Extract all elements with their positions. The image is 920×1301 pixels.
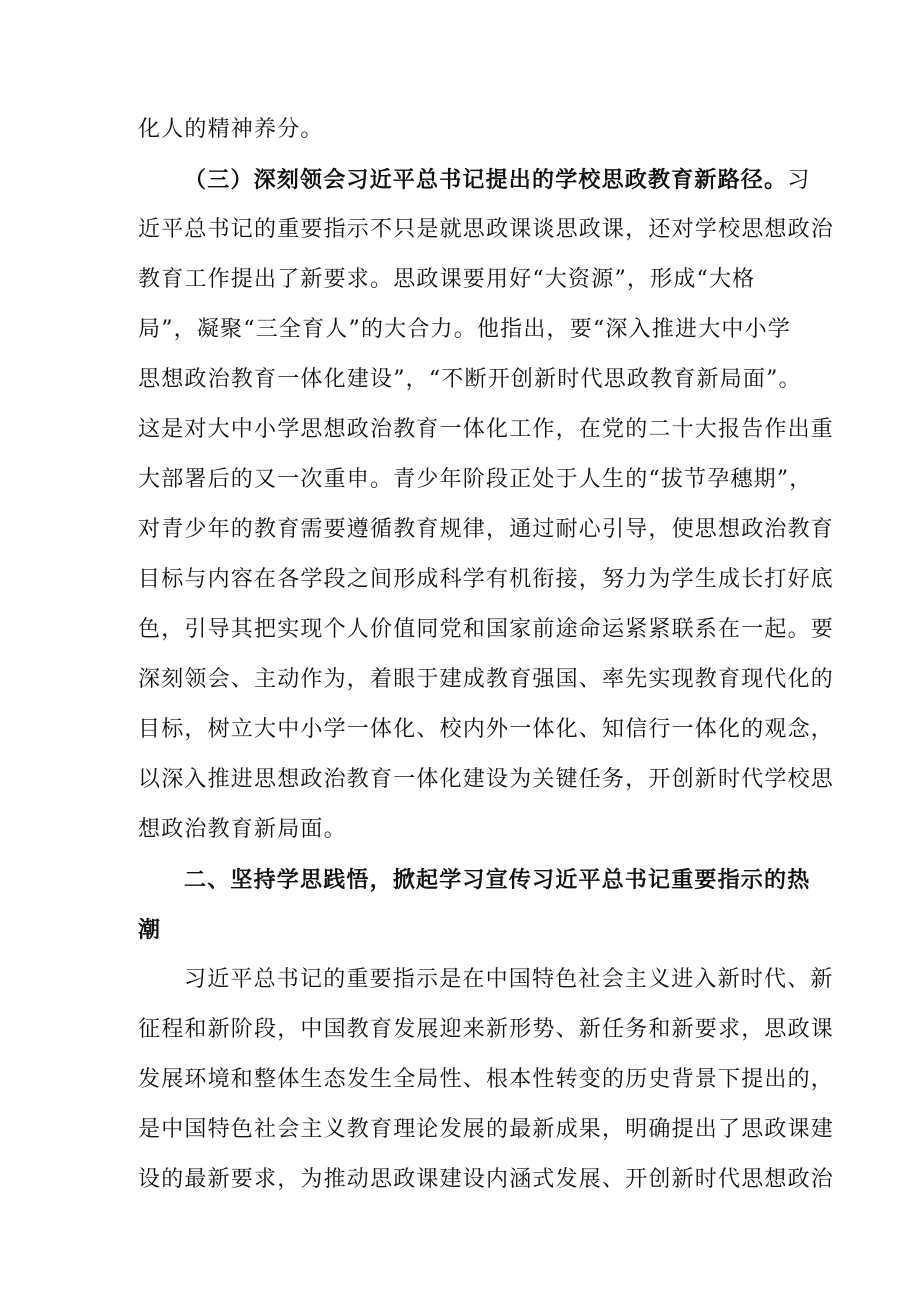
paragraph-line: 大部署后的又一次重申。青少年阶段正处于人生的“拔节孕穗期”，: [138, 467, 813, 492]
section-heading: 二、坚持学思践悟，掀起学习宣传习近平总书记重要指示的热: [184, 867, 811, 893]
paragraph-line: 目标与内容在各学段之间形成科学有机衔接，努力为学生成长打好底: [138, 567, 835, 592]
paragraph-line: 设的最新要求，为推动思政课建设内涵式发展、开创新时代思想政治: [138, 1167, 835, 1192]
section-heading: 潮: [138, 917, 162, 943]
paragraph-line: 化人的精神养分。: [138, 117, 324, 142]
paragraph-line: 深刻领会、主动作为，着眼于建成教育强国、率先实现教育现代化的: [138, 667, 835, 692]
paragraph-line: 征程和新阶段，中国教育发展迎来新形势、新任务和新要求，思政课: [138, 1017, 835, 1042]
paragraph-line: 近平总书记的重要指示不只是就思政课谈思政课，还对学校思想政治: [138, 217, 835, 242]
paragraph-line: 思想政治教育一体化建设”，“不断开创新时代思政教育新局面”。: [138, 367, 802, 392]
paragraph-line: 教育工作提出了新要求。思政课要用好“大资源”，形成“大格: [138, 267, 756, 292]
paragraph-line: 对青少年的教育需要遵循教育规律，通过耐心引导，使思想政治教育: [138, 517, 835, 542]
paragraph-line: 以深入推进思想政治教育一体化建设为关键任务，开创新时代学校思: [138, 767, 835, 792]
paragraph-line: 发展环境和整体生态发生全局性、根本性转变的历史背景下提出的，: [138, 1067, 835, 1092]
paragraph-line: 这是对大中小学思想政治教育一体化工作，在党的二十大报告作出重: [138, 417, 835, 442]
paragraph-line: 是中国特色社会主义教育理论发展的最新成果，明确提出了思政课建: [138, 1117, 835, 1142]
subsection-heading: （三）深刻领会习近平总书记提出的学校思政教育新路径。: [184, 167, 788, 193]
paragraph-line: 局”，凝聚“三全育人”的大合力。他指出，要“深入推进大中小学: [138, 317, 791, 342]
paragraph-line: 习近平总书记的重要指示是在中国特色社会主义进入新时代、新: [184, 967, 834, 992]
paragraph-line: 目标，树立大中小学一体化、校内外一体化、知信行一体化的观念，: [138, 717, 835, 742]
paragraph-line: 习: [787, 168, 811, 193]
paragraph-line: 色，引导其把实现个人价值同党和国家前途命运紧紧联系在一起。要: [138, 617, 835, 642]
subsection-heading-line: [184, 165, 844, 196]
paragraph-line: 想政治教育新局面。: [138, 817, 347, 842]
